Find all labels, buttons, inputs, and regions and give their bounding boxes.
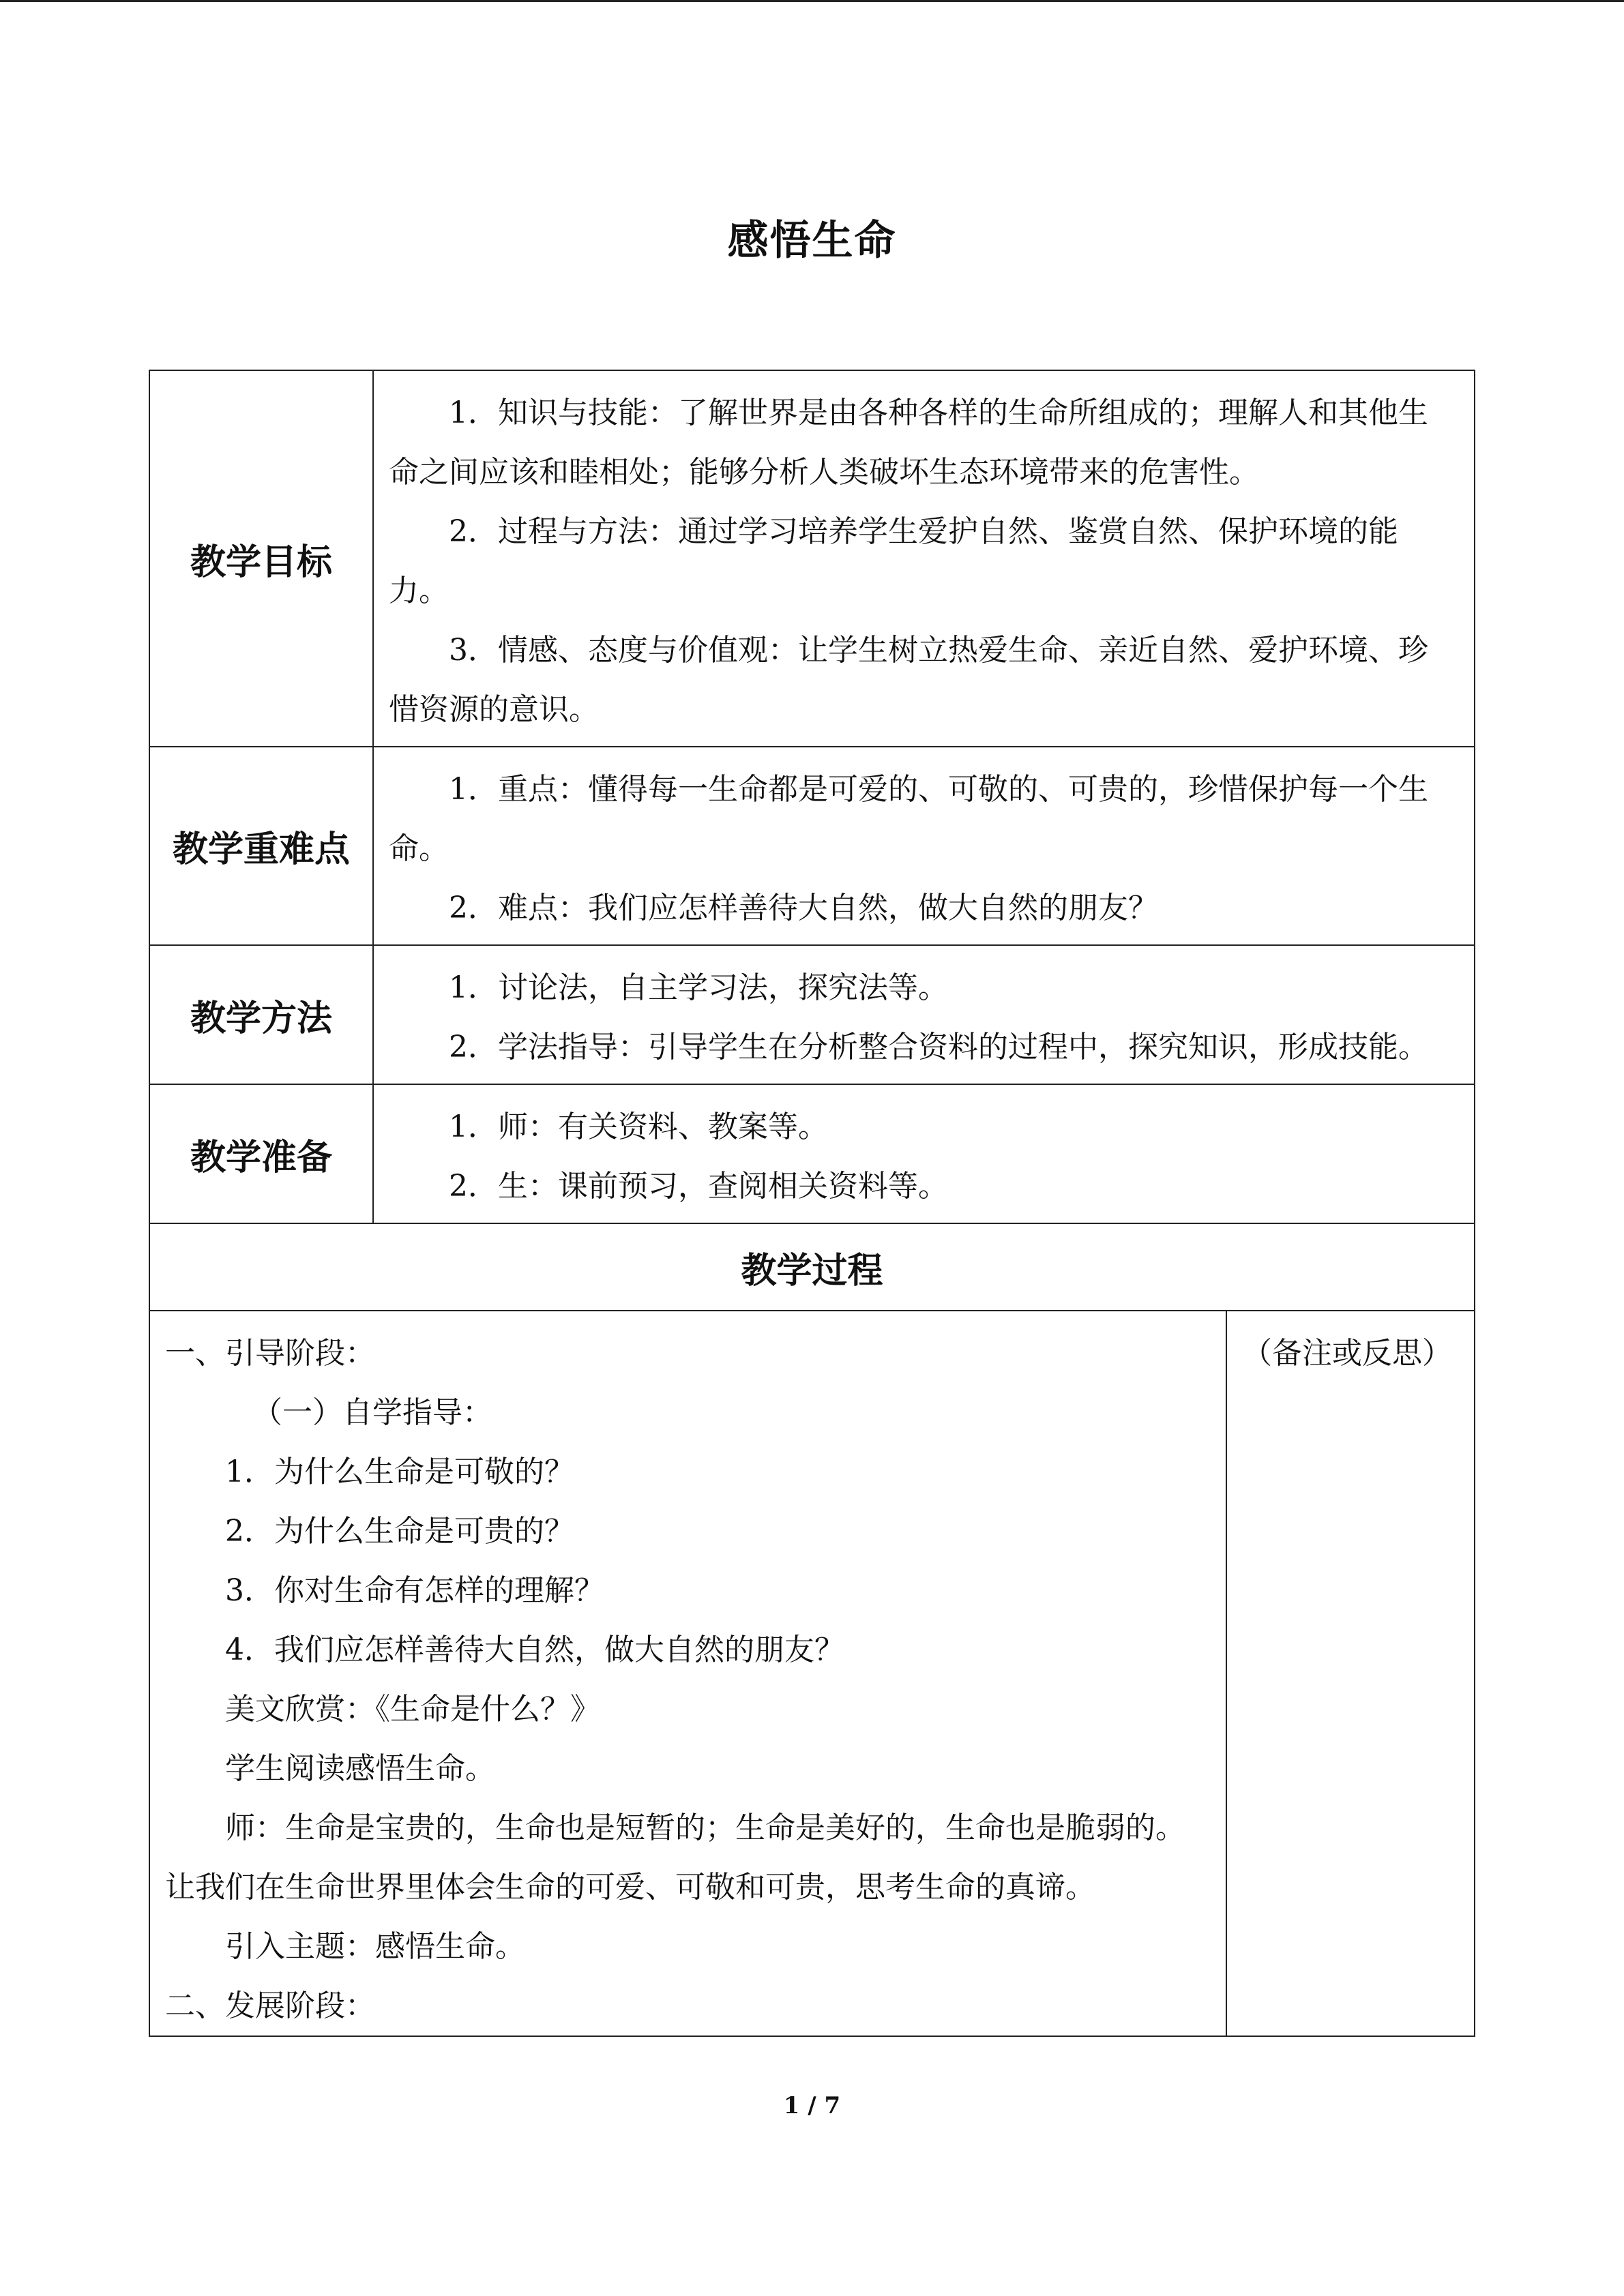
row-content-objectives bbox=[373, 370, 1475, 747]
table-row-preparation bbox=[149, 1084, 1475, 1223]
paragraph: 1．师：有关资料、教案等。 bbox=[449, 1109, 828, 1144]
process-line: 师：生命是宝贵的，生命也是短暂的；生命是美好的，生命也是脆弱的。让我们在生命世界里体会生命的可爱、可敬和可贵，思考生命的真谛。 bbox=[165, 1810, 1185, 1905]
row-content-methods bbox=[373, 945, 1475, 1084]
paragraph: 3．情感、态度与价值观：让学生树立热爱生命、亲近自然、爱护环境、珍惜资源的意识。 bbox=[389, 633, 1428, 727]
lesson-plan-table bbox=[149, 370, 1475, 2037]
process-line: 引入主题：感悟生命。 bbox=[225, 1929, 525, 1964]
process-line: （一）自学指导： bbox=[252, 1395, 492, 1430]
table-row-process bbox=[149, 1311, 1475, 2036]
paragraph: 2．生：课前预习，查阅相关资料等。 bbox=[449, 1169, 948, 1204]
process-inner-table bbox=[150, 1311, 1474, 2036]
table-row-key-points bbox=[149, 747, 1475, 945]
row-label-objectives: 教学目标 bbox=[149, 370, 373, 747]
paragraph: 1．知识与技能：了解世界是由各种各样的生命所组成的；理解人和其他生命之间应该和睦相处；能够分析人类破坏生态环境带来的危害性。 bbox=[389, 396, 1428, 490]
process-line: 学生阅读感悟生命。 bbox=[225, 1751, 495, 1786]
table-row-objectives bbox=[149, 370, 1475, 747]
row-label-methods: 教学方法 bbox=[149, 945, 373, 1084]
table-row-process-header bbox=[149, 1223, 1475, 1311]
row-label-key-points: 教学重难点 bbox=[149, 747, 373, 945]
row-content-key-points bbox=[373, 747, 1475, 945]
page-title: 感悟生命 bbox=[727, 217, 897, 265]
paragraph: 2．过程与方法：通过学习培养学生爱护自然、鉴赏自然、保护环境的能力。 bbox=[389, 514, 1398, 608]
process-line: 一、引导阶段： bbox=[165, 1336, 375, 1371]
row-content-preparation bbox=[373, 1084, 1475, 1223]
table-row-methods bbox=[149, 945, 1475, 1084]
top-border bbox=[0, 0, 1624, 2]
process-line: 4．我们应怎样善待大自然，做大自然的朋友？ bbox=[225, 1632, 844, 1667]
paragraph: 2．难点：我们应怎样善待大自然，做大自然的朋友？ bbox=[449, 891, 1158, 925]
page-number: 1 / 7 bbox=[783, 2092, 841, 2119]
paragraph: 1．讨论法，自主学习法，探究法等。 bbox=[449, 970, 948, 1005]
process-line: 2．为什么生命是可贵的？ bbox=[225, 1514, 574, 1549]
process-line: 二、发展阶段： bbox=[165, 1988, 375, 2023]
paragraph: 2．学法指导：引导学生在分析整合资料的过程中，探究知识，形成技能。 bbox=[449, 1030, 1428, 1064]
row-label-preparation: 教学准备 bbox=[149, 1084, 373, 1223]
notes-text: （备注或反思） bbox=[1242, 1336, 1452, 1371]
process-line: 3．你对生命有怎样的理解？ bbox=[225, 1573, 604, 1608]
notes-column bbox=[1226, 1311, 1474, 2036]
process-content bbox=[150, 1311, 1226, 2036]
process-line: 1．为什么生命是可敬的？ bbox=[225, 1455, 574, 1489]
process-cell bbox=[149, 1311, 1475, 2036]
process-header: 教学过程 bbox=[149, 1223, 1475, 1311]
process-line: 美文欣赏：《生命是什么？》 bbox=[225, 1692, 600, 1727]
paragraph: 1．重点：懂得每一生命都是可爱的、可敬的、可贵的，珍惜保护每一个生命。 bbox=[389, 772, 1428, 866]
